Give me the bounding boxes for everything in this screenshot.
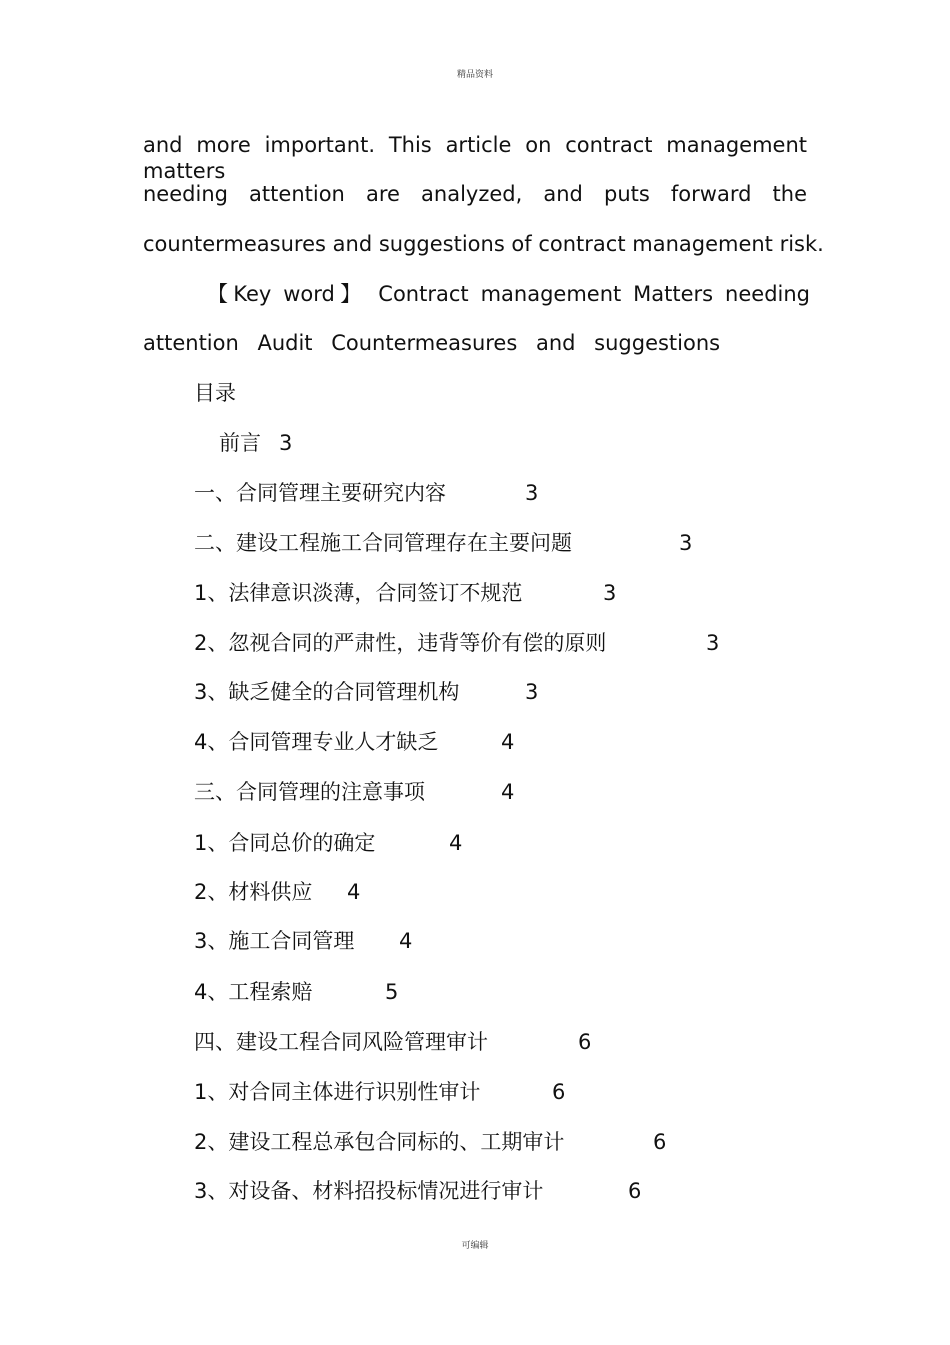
- toc-item-page: 6: [653, 1130, 667, 1154]
- toc-item-page: 3: [706, 631, 720, 655]
- toc-item[interactable]: [194, 729, 794, 755]
- toc-item-title: 3、对设备、材料招投标情况进行审计: [194, 1179, 544, 1203]
- toc-title: 目录: [194, 381, 236, 405]
- keywords-line-2-text: attention Audit Countermeasures and suggestions: [143, 331, 721, 355]
- toc-item-title: 2、建设工程总承包合同标的、工期审计: [194, 1130, 565, 1154]
- keywords-line-2: [143, 330, 720, 356]
- toc-item-title: 四、建设工程合同风险管理审计: [194, 1030, 488, 1054]
- toc-item-page: 4: [399, 929, 413, 953]
- toc-item-title: 4、合同管理专业人才缺乏: [194, 730, 439, 754]
- toc-item[interactable]: [194, 779, 794, 805]
- toc-item-page: 3: [679, 531, 693, 555]
- toc-item-page: 4: [501, 730, 515, 754]
- toc-item-title: 前言: [219, 431, 261, 455]
- keywords-line-1: 【Key word】 Contract management Matters needing: [207, 282, 810, 306]
- toc-item-page: 4: [347, 880, 361, 904]
- toc-item-page: 3: [603, 581, 617, 605]
- toc-item-page: 6: [628, 1179, 642, 1203]
- toc-item[interactable]: [194, 1079, 794, 1105]
- toc-item[interactable]: [219, 430, 819, 456]
- toc-item[interactable]: [194, 928, 794, 954]
- toc-item-title: 一、合同管理主要研究内容: [194, 481, 446, 505]
- toc-item-title: 3、缺乏健全的合同管理机构: [194, 680, 460, 704]
- toc-item-title: 1、合同总价的确定: [194, 831, 376, 855]
- toc-item-title: 3、施工合同管理: [194, 929, 355, 953]
- toc-item[interactable]: [194, 1029, 794, 1055]
- toc-item-title: 2、材料供应: [194, 880, 313, 904]
- toc-item-title: 1、对合同主体进行识别性审计: [194, 1080, 481, 1104]
- toc-item[interactable]: [194, 630, 794, 656]
- page-header: 精品资料: [456, 70, 493, 80]
- toc-item[interactable]: [194, 879, 794, 905]
- page-footer: 可编辑: [461, 1241, 489, 1251]
- toc-item[interactable]: [194, 830, 794, 856]
- toc-item-page: 3: [525, 680, 539, 704]
- abstract-line-1: and more important. This article on contract management matters: [143, 133, 807, 183]
- toc-item-page: 6: [578, 1030, 592, 1054]
- toc-item-title: 4、工程索赔: [194, 980, 313, 1004]
- toc-item-title: 2、忽视合同的严肃性，违背等价有偿的原则: [194, 631, 607, 655]
- toc-item-page: 4: [449, 831, 463, 855]
- toc-item-title: 三、合同管理的注意事项: [194, 780, 425, 804]
- abstract-line-2: needing attention are analyzed, and puts forward the: [143, 182, 807, 206]
- toc-item-page: 3: [525, 481, 539, 505]
- toc-item-title: 二、建设工程施工合同管理存在主要问题: [194, 531, 572, 555]
- toc-item[interactable]: [194, 979, 794, 1005]
- toc-item-page: 6: [552, 1080, 566, 1104]
- toc-item[interactable]: [194, 480, 794, 506]
- toc-item[interactable]: [194, 1178, 794, 1204]
- toc-item-page: 3: [279, 431, 293, 455]
- abstract-line-3: countermeasures and suggestions of contract management risk.: [143, 232, 824, 256]
- toc-item[interactable]: [194, 679, 794, 705]
- toc-item[interactable]: [194, 1129, 794, 1155]
- toc-item-page: 5: [385, 980, 399, 1004]
- keywords-line-1-wrap: [207, 281, 810, 307]
- toc-item[interactable]: [194, 580, 794, 606]
- toc-item-page: 4: [501, 780, 515, 804]
- toc-item-title: 1、法律意识淡薄，合同签订不规范: [194, 581, 523, 605]
- toc-item[interactable]: [194, 530, 794, 556]
